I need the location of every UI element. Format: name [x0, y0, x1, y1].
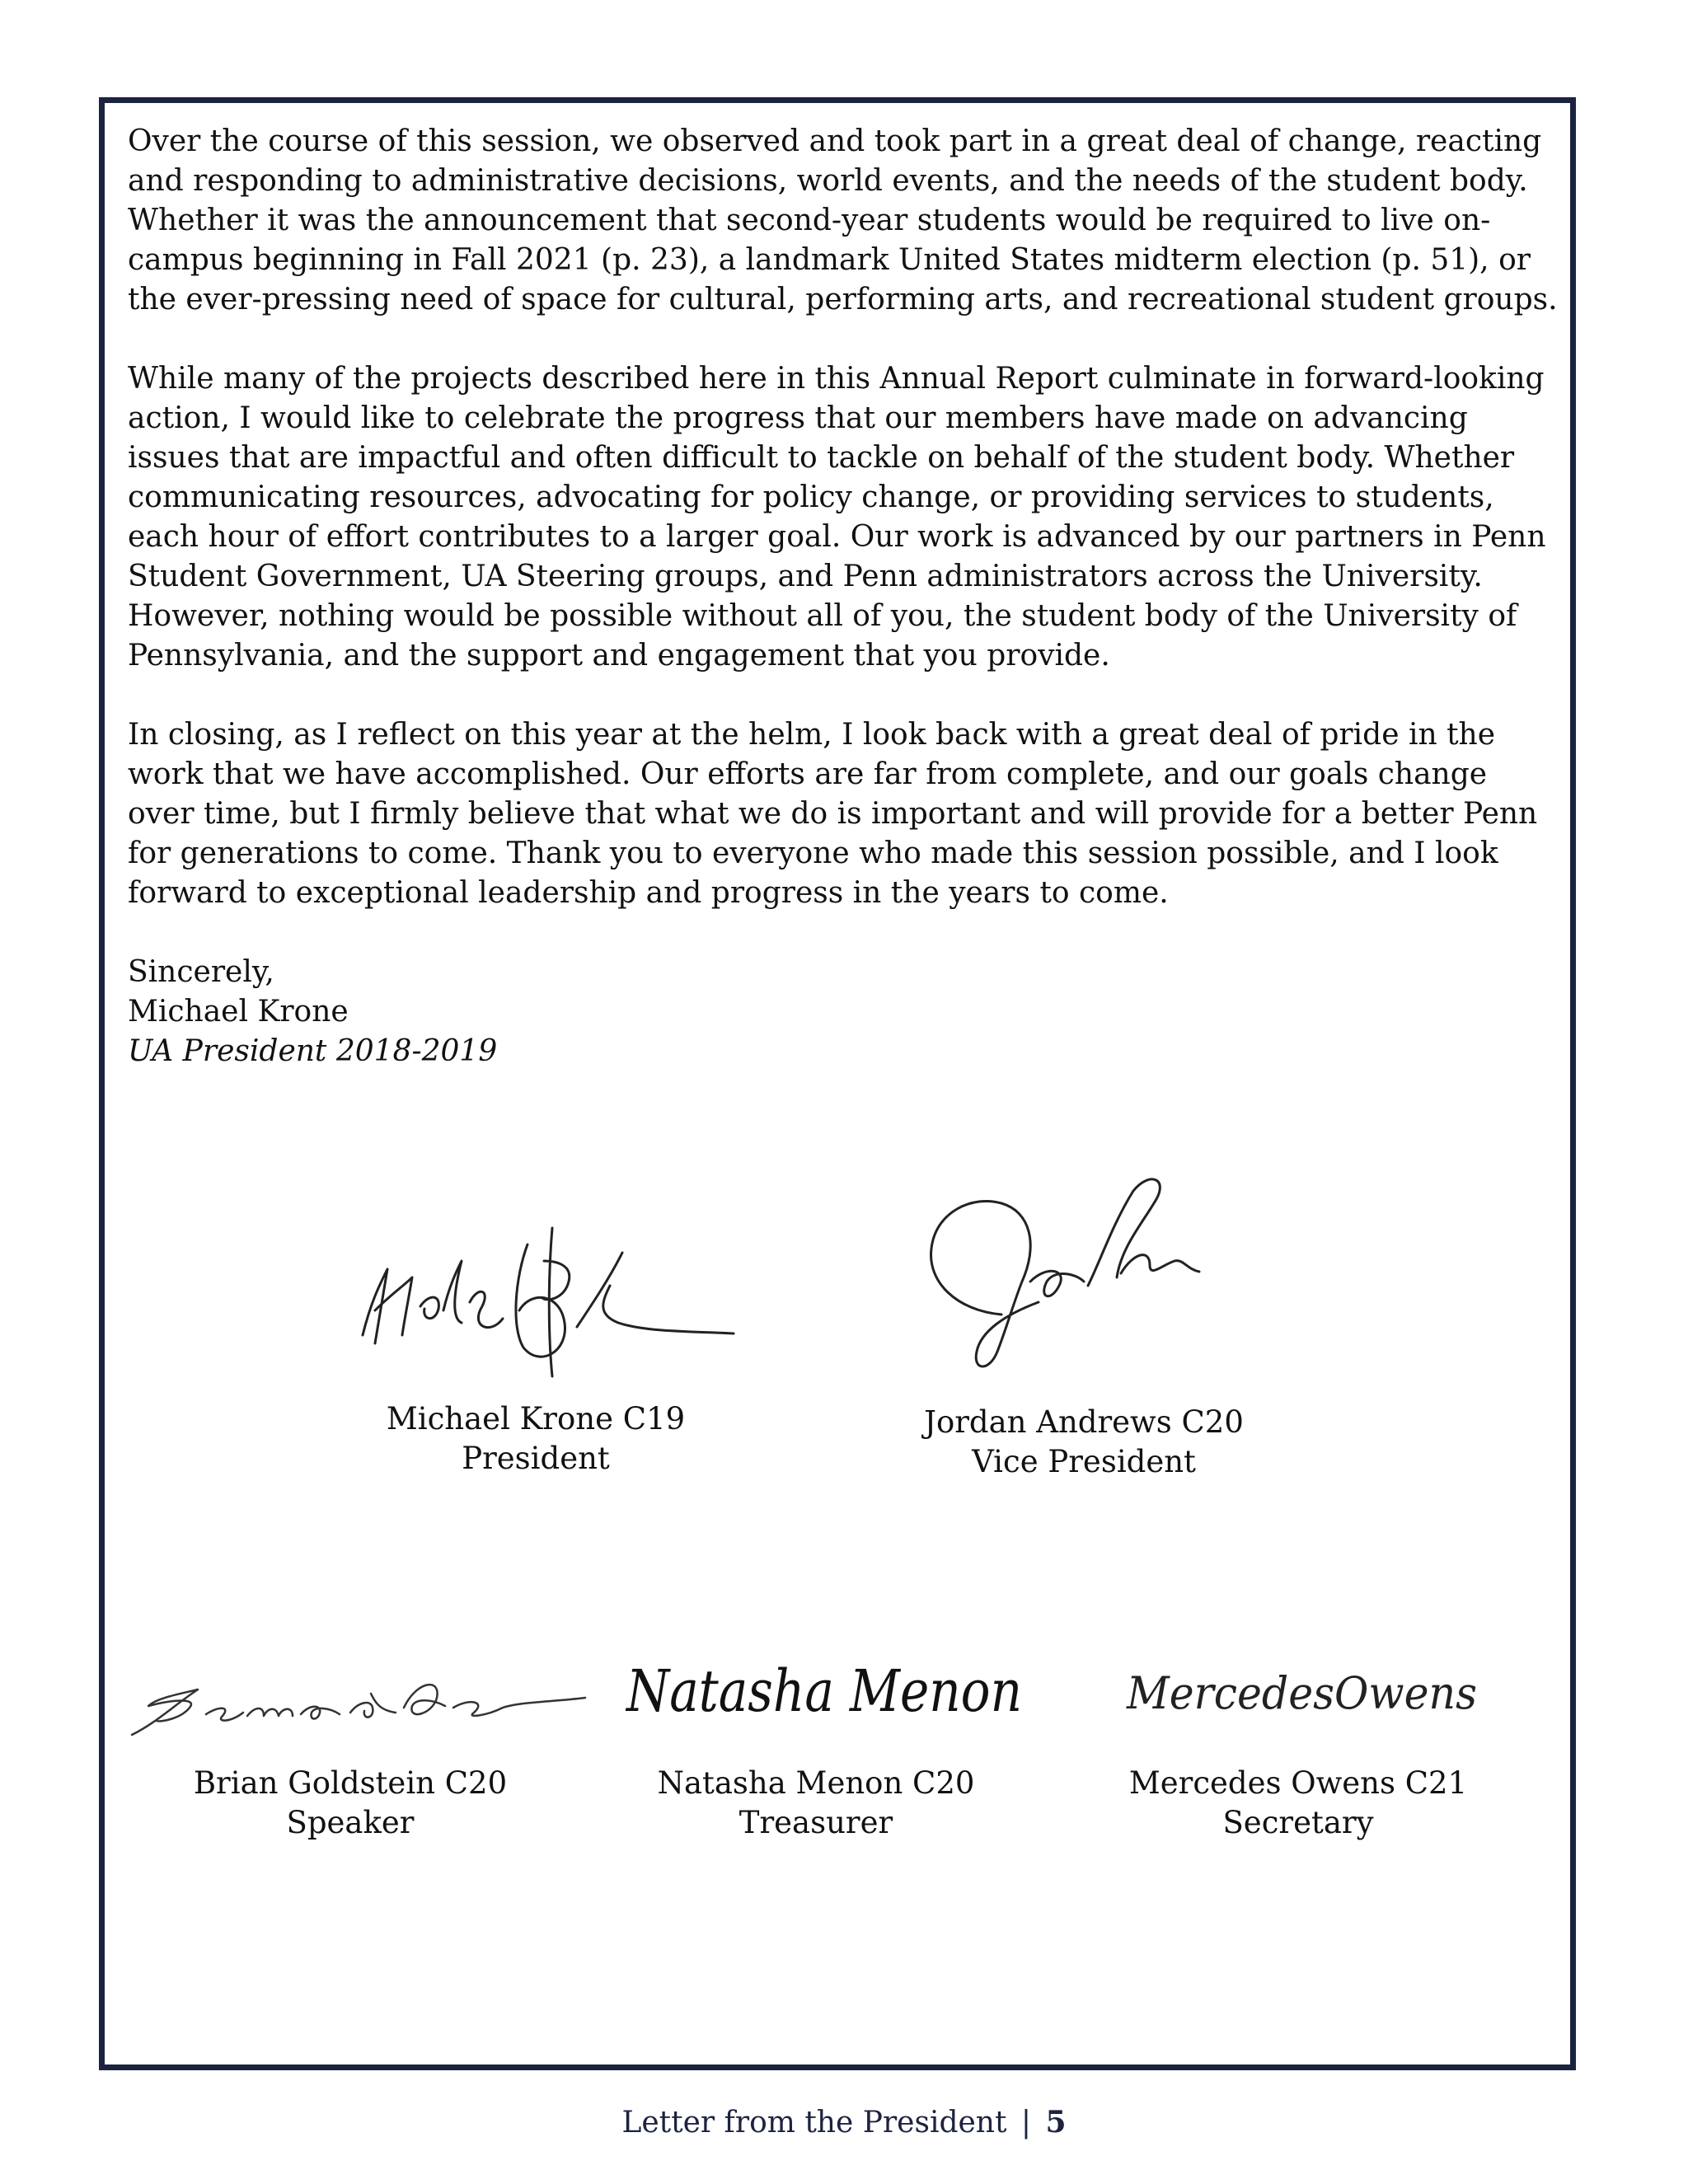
- closing-author-title: UA President 2018-2019: [128, 1034, 498, 1068]
- signature-mercedes-owens: [1123, 1652, 1485, 1738]
- signer-block-brian-goldstein: [165, 1764, 536, 1843]
- signer-role: Treasurer: [738, 1805, 893, 1840]
- signer-role: Secretary: [1222, 1805, 1374, 1840]
- signer-name: Michael Krone C19: [386, 1401, 686, 1436]
- closing-salutation: Sincerely,: [128, 955, 274, 989]
- signer-role: Vice President: [972, 1444, 1196, 1479]
- signer-name: Jordan Andrews C20: [924, 1404, 1244, 1440]
- signer-block-natasha-menon: [631, 1764, 1001, 1843]
- page-footer: [0, 2105, 1688, 2139]
- letter-body: [128, 122, 1562, 1071]
- letter-closing: [128, 953, 1562, 1071]
- signature-natasha-menon: [620, 1647, 1032, 1741]
- signer-name: Mercedes Owens C21: [1128, 1765, 1468, 1801]
- footer-separator: |: [1020, 2106, 1032, 2139]
- signature-brian-goldstein: [124, 1657, 602, 1750]
- signature-jordan-andrews: [923, 1166, 1253, 1384]
- signer-block-jordan-andrews: [898, 1403, 1269, 1482]
- footer-page-number: 5: [1045, 2105, 1067, 2139]
- letter-paragraph-2: While many of the projects described here in this Annual Report culminate in forward-looking action, I would like to celebrate the progress that our members have made on advancing issues that are impactful and often difficult to tackle on behalf of the student body. Whether communicating resources, advocating for policy change, or providing services to students, each hour of effort contributes to a larger goal. Our work is advanced by our partners in Penn Student Government, UA Steering groups, and Penn administrators across the University. However, nothing would be possible without all of you, the student body of the University of Pennsylvania, and the support and engagement that you provide.: [128, 362, 1546, 673]
- signer-block-mercedes-owens: [1104, 1764, 1492, 1843]
- signature-michael-krone: [346, 1212, 742, 1380]
- signer-name: Brian Goldstein C20: [193, 1765, 508, 1801]
- signature-mercedes-lettering: MercedesOwens: [1126, 1667, 1477, 1719]
- letter-paragraph-1: Over the course of this session, we observed and took part in a great deal of change, reacting and responding to administrative decisions, world events, and the needs of the student body. Whether it was the announcement that second-year students would be required to live on-campus beginning in Fall 2021 (p. 23), a landmark United States midterm election (p. 51), or the ever-pressing need of space for cultural, performing arts, and recreational student groups.: [128, 124, 1558, 316]
- signer-block-michael-krone: [363, 1399, 709, 1479]
- footer-section-title: Letter from the President: [621, 2106, 1007, 2139]
- signer-role: President: [462, 1441, 610, 1476]
- letter-paragraph-3: In closing, as I reflect on this year at the helm, I look back with a great deal of pride in the work that we have accomplished. Our efforts are far from complete, and our goals change over time, but I firmly believe that what we do is important and will provide for a better Penn for generations to come. Thank you to everyone who made this session possible, and I look forward to exceptional leadership and progress in the years to come.: [128, 718, 1538, 910]
- closing-author-name: Michael Krone: [128, 995, 349, 1029]
- signer-name: Natasha Menon C20: [657, 1765, 975, 1801]
- signature-natasha-lettering: Natasha Menon: [625, 1657, 1022, 1725]
- signer-role: Speaker: [286, 1805, 415, 1840]
